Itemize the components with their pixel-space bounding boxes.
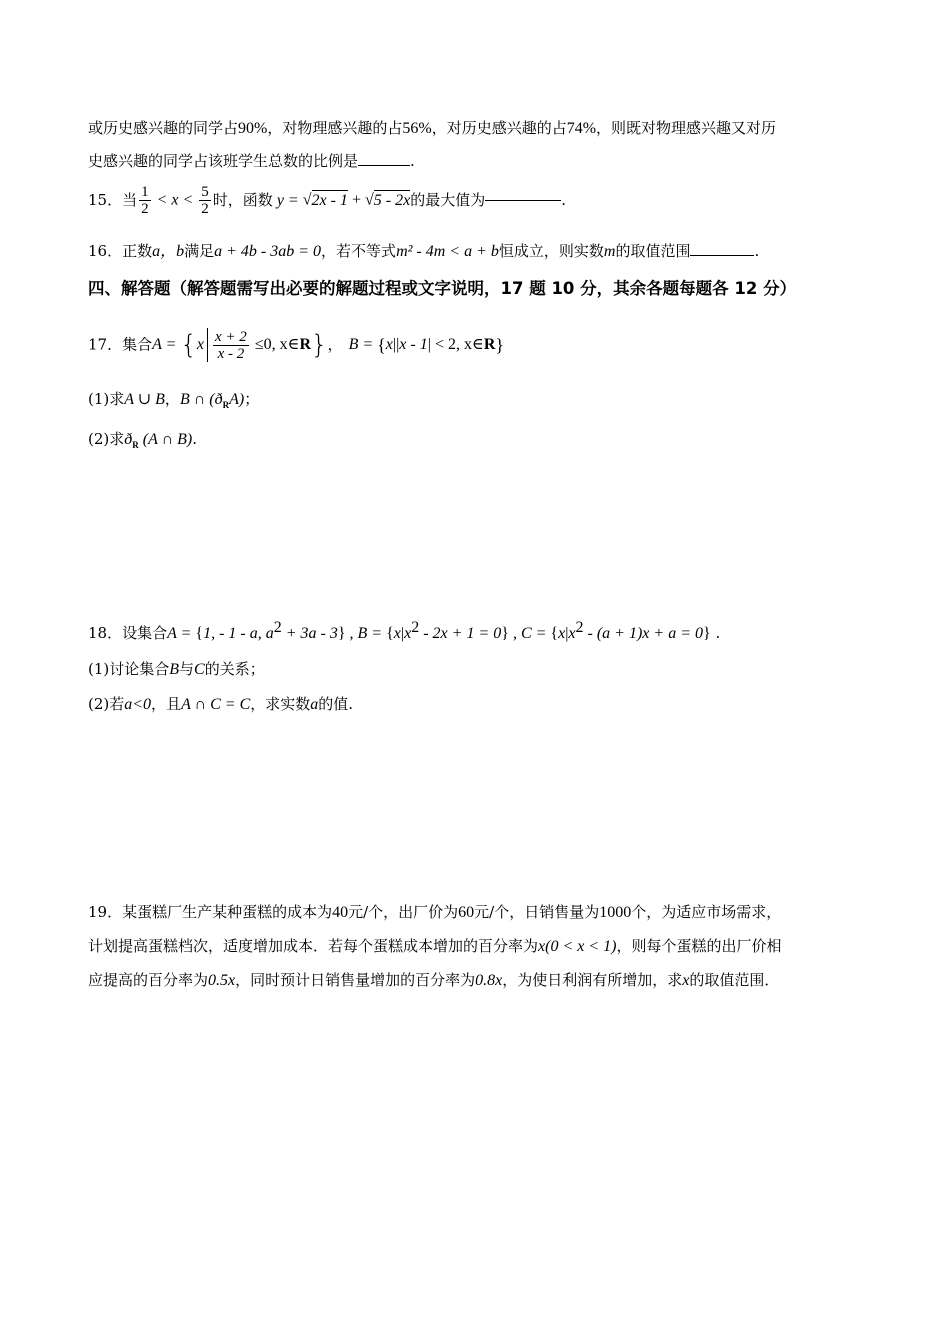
sales-value: 1000	[599, 904, 632, 921]
q18-number: 18．设集合	[88, 624, 168, 642]
q18-line	[88, 620, 720, 642]
sqrt-radicand: 5 - 2x	[373, 191, 411, 209]
set-a-elements: 1, - 1 - a, a	[203, 625, 274, 642]
sales-increase-rate: 0.8x	[475, 972, 503, 989]
cost-value: 40	[332, 904, 349, 921]
function-y: y =	[276, 191, 303, 209]
q17-line	[88, 328, 504, 362]
q16-line	[88, 244, 759, 260]
right-brace-icon: }	[703, 625, 711, 642]
q19-text: 元/个，日销售量为	[474, 903, 600, 921]
q18-part-label: (1)讨论集合	[88, 660, 170, 678]
set-a-label: A =	[152, 336, 181, 353]
fraction-denominator: 2	[201, 201, 209, 217]
q14-text: 史感兴趣的同学占该班学生总数的比例是	[88, 152, 359, 170]
q17-part-label: (2)求	[88, 430, 125, 448]
q14-line-2	[88, 154, 415, 169]
sqrt-sign-icon: √	[302, 191, 312, 209]
set-condition: < 2, x∈	[430, 336, 484, 353]
set-condition: x	[404, 625, 412, 642]
var-x: x	[682, 972, 690, 989]
abs-bar-icon: |	[427, 336, 431, 353]
q18-part-1	[88, 662, 265, 678]
set-var: x	[393, 625, 401, 642]
right-brace-icon: }	[311, 330, 328, 360]
set-b-ref: B	[169, 661, 180, 678]
exponent: 2	[273, 619, 282, 636]
q18-text: ，求实数	[250, 695, 311, 713]
q17-part-label: (1)求	[88, 390, 125, 408]
abs-expression: x - 1	[399, 336, 428, 353]
set-var: x	[558, 625, 566, 642]
q15-line	[88, 184, 566, 217]
var-a: a	[310, 696, 319, 713]
exponent: 2	[411, 619, 420, 636]
q16-text: .	[754, 242, 760, 260]
q17-text: ，	[164, 390, 180, 408]
q16-text: 的取值范围	[615, 242, 691, 260]
q15-text: 时，函数	[212, 191, 273, 209]
q18-text: .	[710, 624, 721, 642]
q16-text: 恒成立，则实数	[498, 242, 604, 260]
set-divider: |	[565, 625, 569, 642]
right-brace-icon: }	[337, 625, 346, 642]
section-title: 四、解答题（解答题需写出必要的解题过程或文字说明，17 题 10 分，其余各题每题各 12 分）	[88, 279, 797, 298]
complement-expression: A)	[229, 391, 245, 408]
real-numbers-symbol: R	[483, 336, 496, 353]
q17-text: ；	[244, 390, 260, 408]
inequality: < x <	[152, 191, 198, 209]
intersection-equation: A ∩ C = C	[181, 696, 251, 713]
fraction	[139, 184, 151, 217]
fraction-numerator: 1	[141, 184, 149, 200]
left-brace-icon: {	[386, 625, 394, 642]
set-condition: ≤0, x∈	[250, 336, 300, 353]
q17-text: ，	[327, 335, 343, 354]
q16-vars: a，b	[152, 243, 185, 260]
answer-blank	[485, 200, 561, 201]
intersection-expression: (A ∩ B)	[138, 431, 193, 448]
q14-text: ，对历史感兴趣的占	[431, 119, 567, 137]
q19-text: 19．某蛋糕厂生产某种蛋糕的成本为	[88, 903, 333, 921]
left-brace-icon: {	[377, 335, 386, 355]
union-expression: A ∪ B	[124, 391, 165, 408]
q19-text: 元/个，出厂价为	[348, 903, 459, 921]
fraction-denominator: x - 2	[217, 345, 245, 362]
condition: a<0	[124, 696, 152, 713]
subscript-r: R	[222, 400, 230, 410]
q14-text: ，则既对物理感兴趣又对历	[596, 119, 777, 137]
set-var: x	[196, 336, 205, 353]
fraction	[213, 329, 249, 362]
q18-part-2	[88, 697, 353, 713]
set-divider	[207, 328, 208, 362]
q19-line-3	[88, 973, 779, 989]
fraction-numerator: x + 2	[215, 328, 247, 345]
set-condition: x	[568, 625, 576, 642]
x-range: x(0 < x < 1)	[538, 938, 617, 955]
q15-number: 15．当	[88, 191, 138, 209]
q14-value-56: 56%	[402, 120, 432, 137]
set-b-label: , B =	[345, 625, 387, 642]
q19-text: ，则每个蛋糕的出厂价相	[616, 937, 782, 955]
q16-text: ，若不等式	[321, 242, 397, 260]
complement-symbol: ð	[124, 431, 133, 448]
q16-inequality: m² - 4m < a + b	[396, 243, 499, 260]
left-brace-icon: {	[550, 625, 559, 642]
price-increase-rate: 0.5x	[208, 972, 236, 989]
q16-number: 16．正数	[88, 242, 153, 260]
q19-line-2	[88, 939, 781, 955]
q15-text: .	[561, 191, 566, 209]
q16-text: 满足	[184, 242, 215, 260]
set-condition: - (a + 1)x + a = 0	[583, 625, 703, 642]
q17-part-1	[88, 392, 259, 410]
set-a-label: A =	[167, 625, 196, 642]
set-var: x	[385, 336, 393, 353]
sqrt-sign-icon: √	[364, 191, 374, 209]
q19-text: ，为使日利润有所增加，求	[502, 971, 683, 989]
set-divider: |	[400, 625, 405, 642]
left-brace-icon: {	[180, 330, 197, 360]
q17-number: 17．集合	[88, 335, 153, 354]
price-value: 60	[458, 904, 475, 921]
right-brace-icon: }	[495, 335, 505, 355]
q16-var-m: m	[603, 243, 616, 260]
set-a-elements: + 3a - 3	[281, 625, 338, 642]
q19-text: 的取值范围．	[689, 971, 780, 989]
q14-text: ，对物理感兴趣的占	[267, 119, 403, 137]
abs-bar-icon: ||	[392, 336, 400, 353]
plus-sign: +	[347, 191, 365, 209]
q17-text: .	[192, 430, 197, 448]
exponent: 2	[575, 619, 584, 636]
q18-text: ，且	[151, 695, 182, 713]
answer-blank	[690, 255, 754, 256]
set-c-ref: C	[194, 661, 205, 678]
q16-equation: a + 4b - 3ab = 0	[214, 243, 322, 260]
sqrt-radicand: 2x - 1	[311, 191, 348, 209]
complement-expression: B ∩ (ð	[179, 391, 223, 408]
fraction-numerator: 5	[201, 184, 209, 200]
set-condition: - 2x + 1 = 0	[419, 625, 502, 642]
fraction-denominator: 2	[141, 201, 149, 217]
set-b-label: B =	[348, 336, 378, 353]
q18-text: 的关系；	[204, 660, 265, 678]
q19-line-1	[88, 905, 781, 921]
q17-part-2	[88, 432, 197, 450]
q19-text: 计划提高蛋糕档次，适度增加成本．若每个蛋糕成本增加的百分率为	[88, 937, 539, 955]
q19-text: 个，为适应市场需求，	[631, 903, 782, 921]
left-brace-icon: {	[195, 625, 204, 642]
q19-text: ，同时预计日销售量增加的百分率为	[235, 971, 476, 989]
right-brace-icon: }	[501, 625, 509, 642]
q18-text: 的值.	[318, 695, 354, 713]
answer-blank	[358, 165, 410, 166]
q14-value-74: 74%	[566, 120, 597, 137]
q18-part-label: (2)若	[88, 695, 125, 713]
q14-text: 或历史感兴趣的同学占	[88, 119, 239, 137]
fraction	[199, 184, 211, 217]
q15-text: 的最大值为	[410, 191, 486, 209]
set-c-label: , C =	[508, 625, 551, 642]
q14-value-90: 90%	[238, 120, 268, 137]
real-numbers-symbol: R	[299, 336, 311, 353]
q14-line-1	[88, 121, 776, 137]
q14-text: .	[410, 152, 415, 170]
q18-text: 与	[179, 660, 195, 678]
q19-text: 应提高的百分率为	[88, 971, 209, 989]
subscript-r: R	[132, 440, 139, 450]
